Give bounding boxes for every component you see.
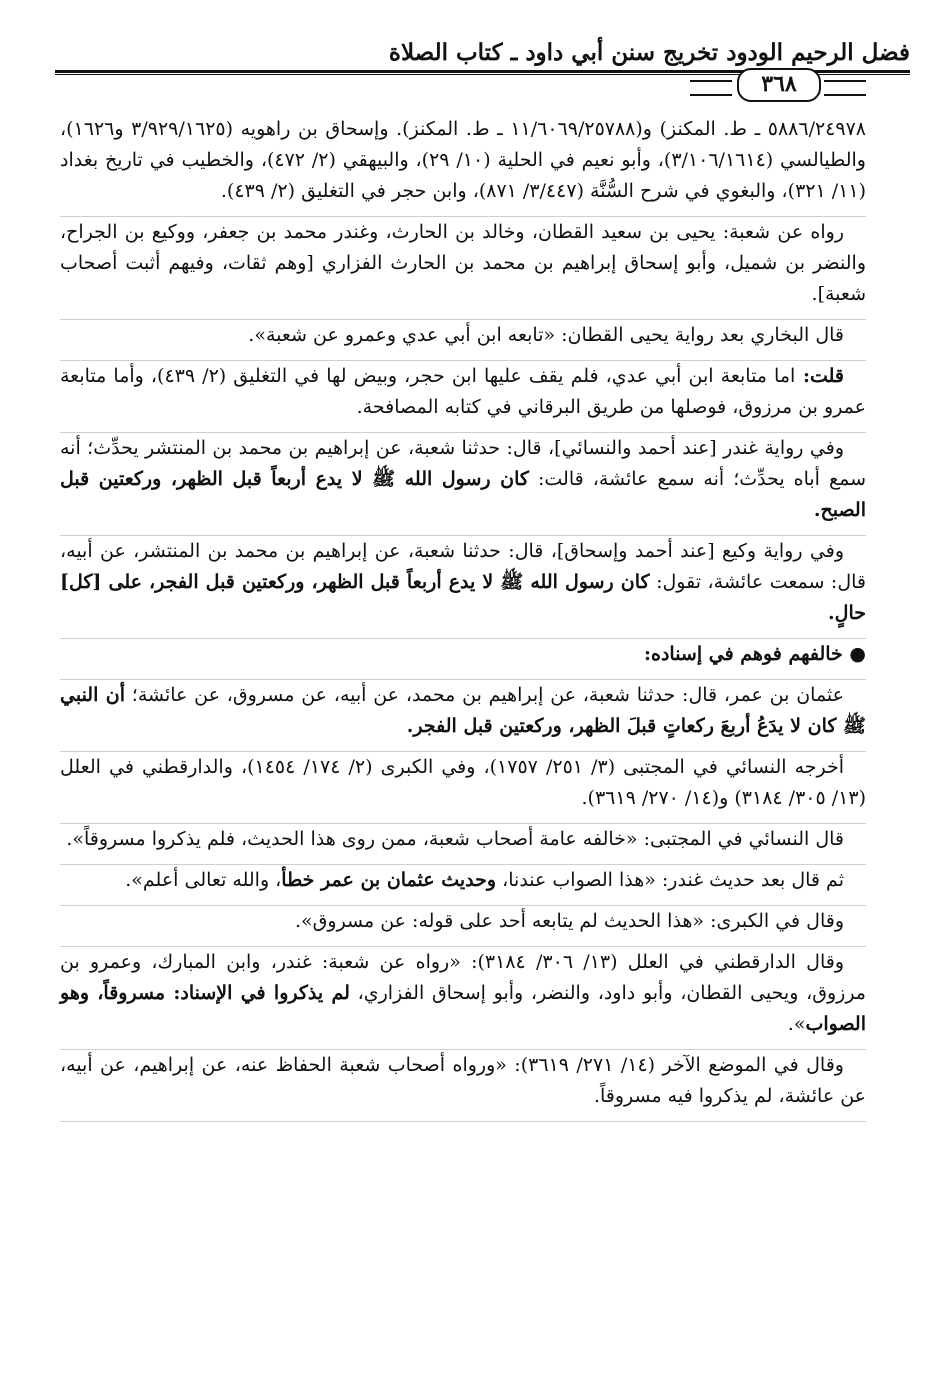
text-segment: أخرجه النسائي في المجتبى (٣/ ٢٥١/ ١٧٥٧)، وفي الكبرى (٢/ ١٧٤/ ١٤٥٤)، والدارقطني في العلل (١٣/ ٣٠٥/ ٣١٨٤) و(١٤/ ٢٧٠/ ٣٦١٩).	[60, 756, 866, 809]
paragraph	[60, 320, 866, 361]
text-segment: وفي رواية وكيع [عند أحمد وإسحاق]، قال: حدثنا شعبة، عن إبراهيم بن محمد بن المنتشر، عن أبيه، قال: سمعت عائشة، تقول:	[60, 540, 866, 593]
bold-text-segment: وحديث عثمان بن عمر خطأ	[281, 869, 497, 891]
text-segment: ».	[787, 1013, 806, 1035]
text-segment: ٥٨٨٦/٢٤٩٧٨ ـ ط. المكنز) و(١١/٦٠٦٩/٢٥٧٨٨ ـ ط. المكنز). وإسحاق بن راهويه (٣/٩٢٩/١٦٢٥ و١٦٢٦)، والطيالسي (٣/١٠٦/١٦١٤)، وأبو نعيم في الحلية (١٠/ ٢٩)، والبيهقي (٢/ ٤٧٢)، والخطيب في تاريخ بغداد (١١/ ٣٢١)، والبغوي في شرح السُّنَّة (٣/٤٤٧/ ٨٧١)، وابن حجر في التغليق (٢/ ٤٣٩).	[60, 118, 866, 202]
text-segment: وقال في الكبرى: «هذا الحديث لم يتابعه أحد على قوله: عن مسروق».	[294, 910, 844, 932]
text-segment: وفي رواية غندر [عند أحمد والنسائي]، قال: حدثنا شعبة، عن إبراهيم بن محمد بن المنتشر يحدِّث؛ أنه سمع أباه يحدِّث؛ أنه سمع عائشة، قالت:	[60, 437, 866, 490]
bold-text-segment: كان رسول الله ﷺ لا يدع أربعاً قبل الظهر، وركعتين قبل الفجر، على [كل] حالٍ.	[60, 571, 866, 624]
running-header	[55, 28, 910, 73]
page-body	[60, 114, 866, 1122]
ornament-lines-right	[824, 80, 866, 96]
paragraph	[60, 639, 866, 680]
text-segment: وقال في الموضع الآخر (١٤/ ٢٧١/ ٣٦١٩): «ورواه أصحاب شعبة الحفاظ عنه، عن إبراهيم، عن أبيه، عن عائشة، لم يذكروا فيه مسروقاً.	[60, 1054, 866, 1107]
bold-text-segment: كان رسول الله ﷺ لا يدع أربعاً قبل الظهر، وركعتين قبل الصبح.	[60, 468, 866, 521]
paragraph	[60, 752, 866, 824]
text-segment: ، والله تعالى أعلم».	[125, 869, 282, 891]
text-segment: عثمان بن عمر، قال: حدثنا شعبة، عن إبراهيم بن محمد، عن أبيه، عن مسروق، عن عائشة؛	[124, 684, 845, 706]
bold-text-segment: لم يذكروا في الإسناد: مسروقاً، وهو الصواب	[60, 982, 866, 1035]
paragraph	[60, 433, 866, 536]
text-segment: ثم قال بعد حديث غندر: «هذا الصواب عندنا،	[496, 869, 844, 891]
text-segment: وقال الدارقطني في العلل (١٣/ ٣٠٦/ ٣١٨٤): «رواه عن شعبة: غندر، وابن المبارك، وعمرو بن مرزوق، ويحيى القطان، وأبو داود، والنضر، وأبو إسحاق الفزاري،	[60, 951, 866, 1004]
text-segment: قال النسائي في المجتبى: «خالفه عامة أصحاب شعبة، ممن روى هذا الحديث، فلم يذكروا مسروقاً».	[66, 828, 844, 850]
paragraph	[60, 361, 866, 433]
paragraph	[60, 1050, 866, 1122]
bold-text-segment: ● خالفهم فوهم في إسناده:	[643, 643, 866, 665]
header-title: فضل الرحيم الودود تخريج سنن أبي داود ـ كتاب الصلاة	[388, 39, 910, 66]
paragraph	[60, 947, 866, 1050]
paragraph	[60, 865, 866, 906]
paragraph	[60, 536, 866, 639]
paragraph	[60, 680, 866, 752]
text-segment: رواه عن شعبة: يحيى بن سعيد القطان، وخالد بن الحارث، وغندر محمد بن جعفر، ووكيع بن الجراح، والنضر بن شميل، وأبو إسحاق إبراهيم بن محمد بن الحارث الفزاري [وهم ثقات، وفيهم أثبت أصحاب شعبة].	[60, 221, 866, 305]
page-number: ٣٦٨	[737, 68, 821, 102]
paragraph	[60, 114, 866, 217]
paragraph	[60, 824, 866, 865]
paragraph	[60, 217, 866, 320]
bold-text-segment: قلت:	[795, 365, 844, 387]
text-segment: قال البخاري بعد رواية يحيى القطان: «تابعه ابن أبي عدي وعمرو عن شعبة».	[248, 324, 844, 346]
paragraph	[60, 906, 866, 947]
ornament-lines-left	[690, 80, 732, 96]
text-segment: اما متابعة ابن أبي عدي، فلم يقف عليها ابن حجر، وبيض لها في التغليق (٢/ ٤٣٩)، وأما متابعة عمرو بن مرزوق، فوصلها من طريق البرقاني في كتابه المصافحة.	[60, 365, 866, 418]
bold-text-segment: أن النبي ﷺ كان لا يدَعُ أربعَ ركعاتٍ قبلَ الظهر، وركعتين قبل الفجر.	[60, 684, 866, 737]
